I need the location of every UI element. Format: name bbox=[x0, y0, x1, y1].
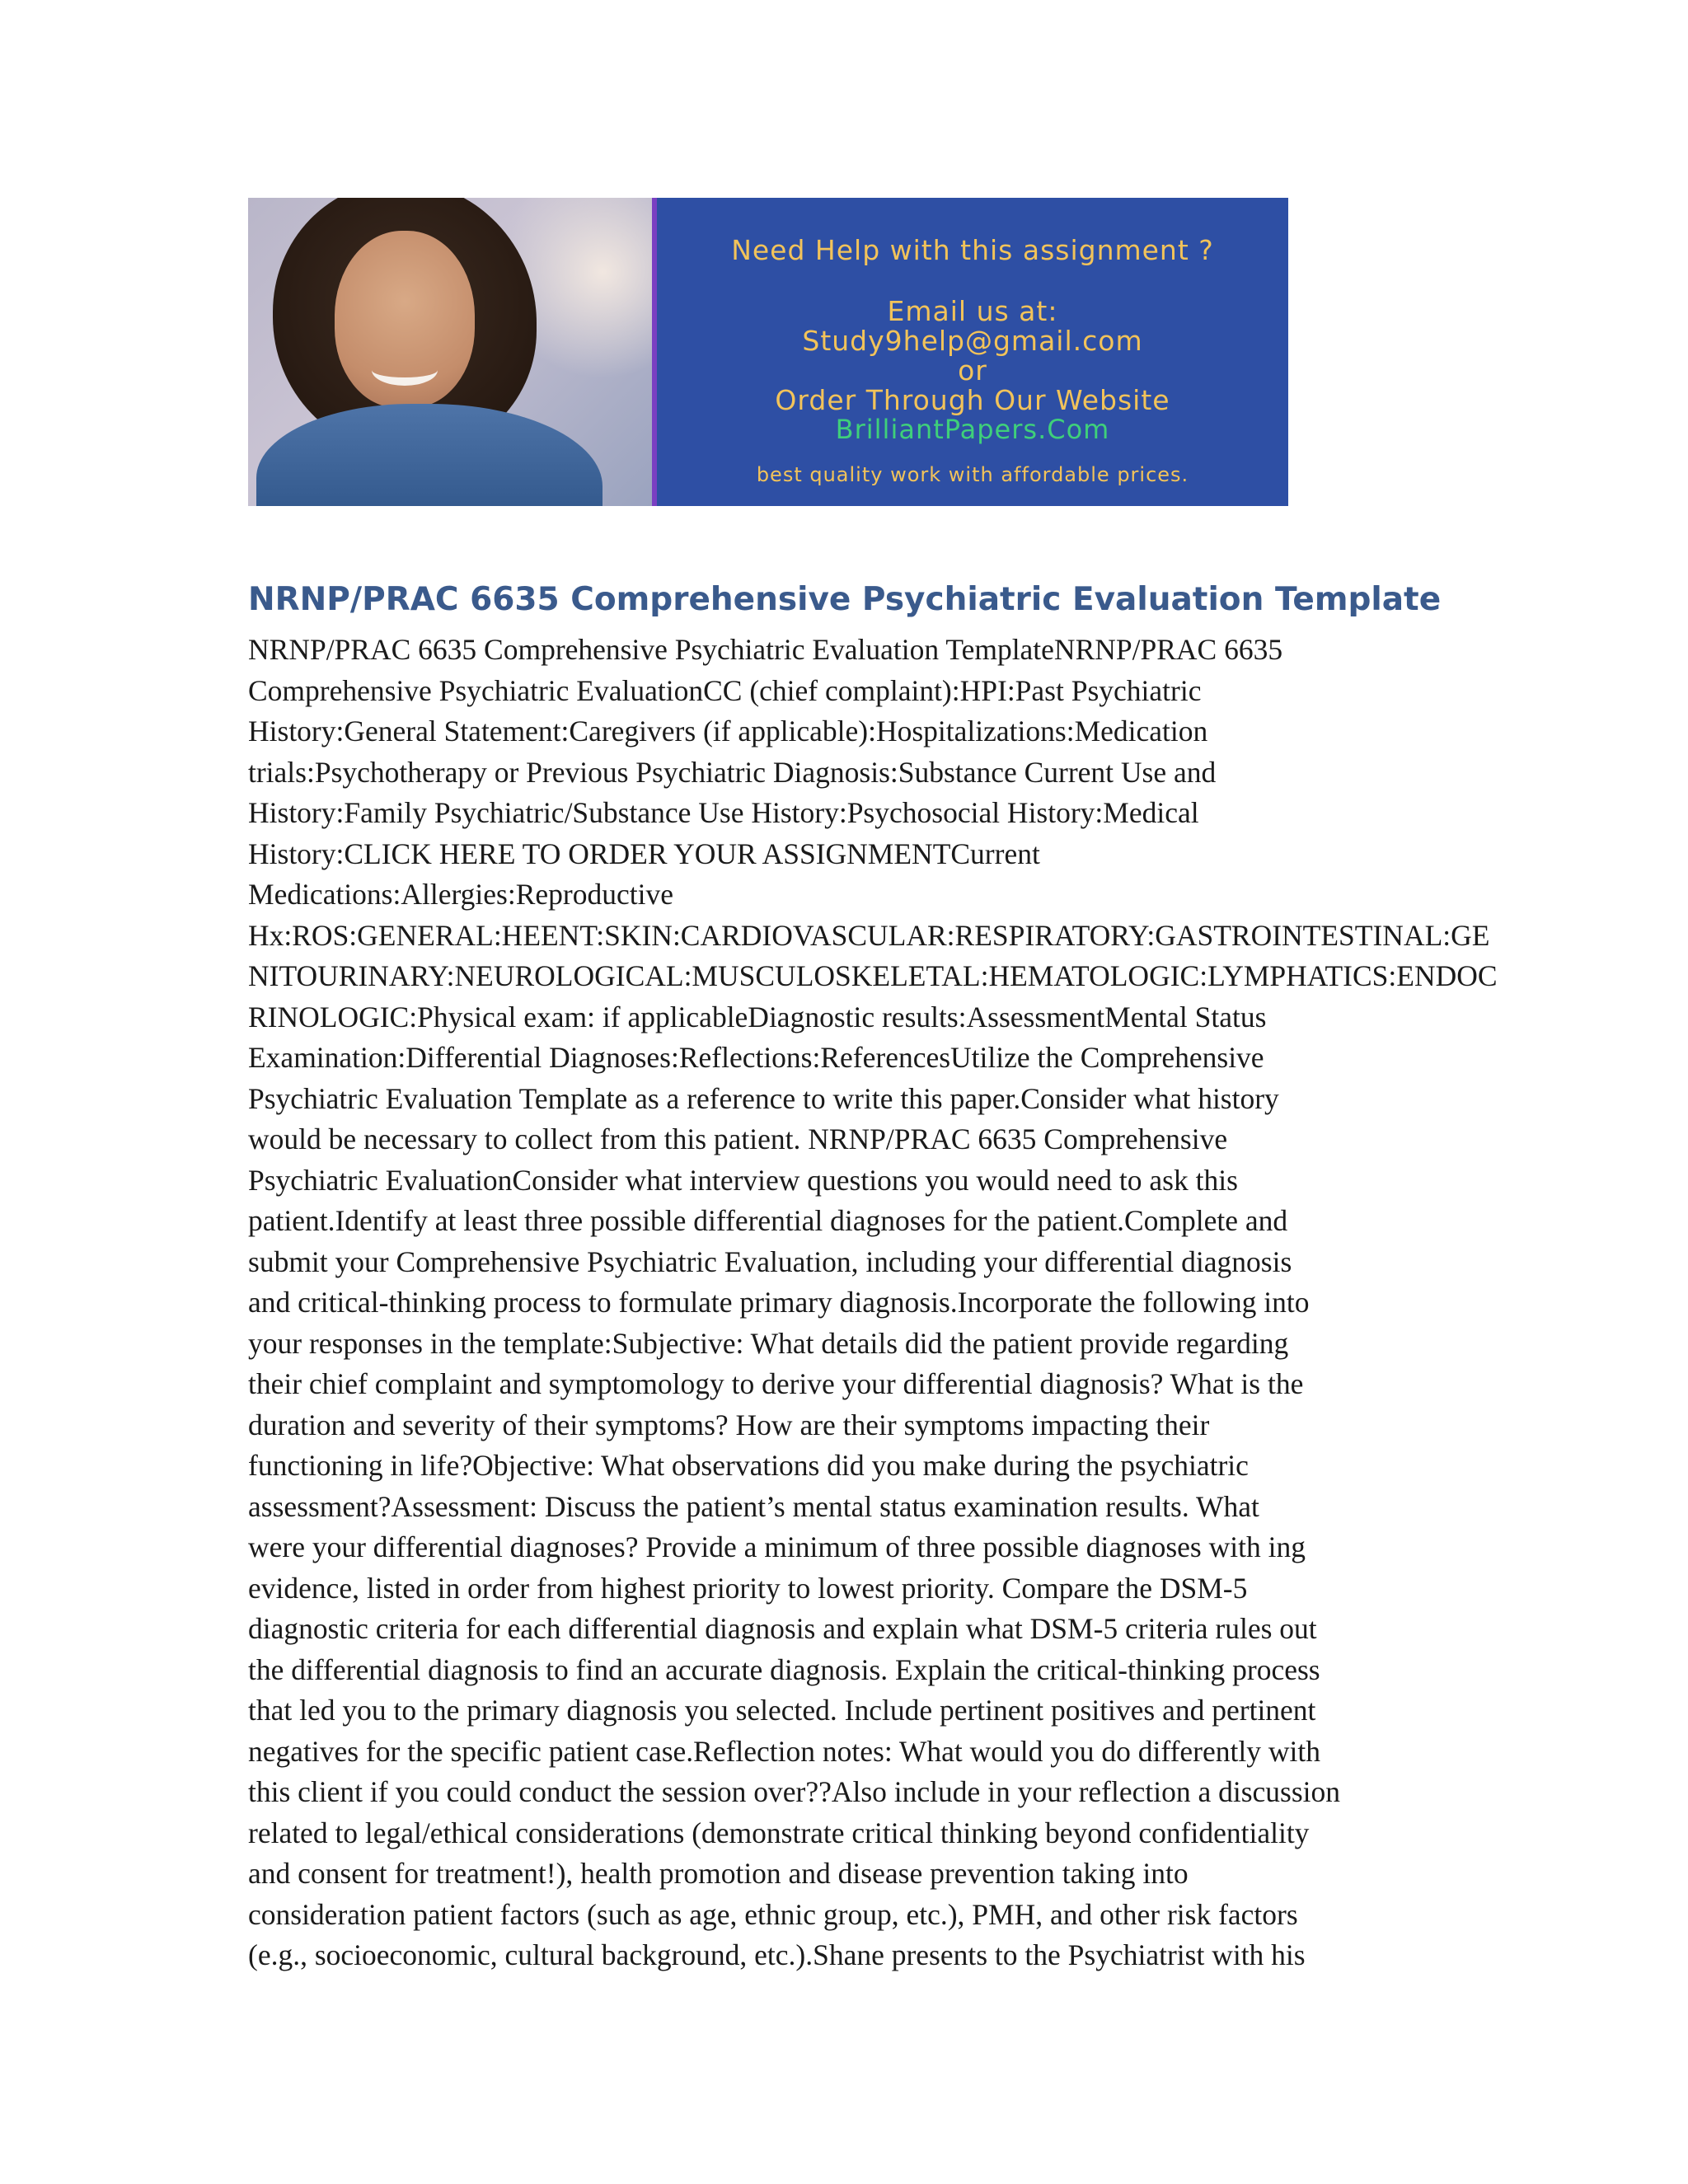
body-text-line: NITOURINARY:NEUROLOGICAL:MUSCULOSKELETAL:HEMATOLOGIC:LYMPHATICS:ENDOC bbox=[248, 959, 1498, 992]
banner-tagline: best quality work with affordable prices. bbox=[756, 463, 1189, 486]
body-text-line: related to legal/ethical considerations (demonstrate critical thinking beyond confidentiality bbox=[248, 1816, 1310, 1849]
page-title: NRNP/PRAC 6635 Comprehensive Psychiatric Evaluation Template bbox=[248, 581, 1442, 618]
body-text-line: RINOLOGIC:Physical exam: if applicableDiagnostic results:AssessmentMental Status bbox=[248, 1000, 1267, 1033]
banner-headline: Need Help with this assignment ? bbox=[731, 234, 1214, 266]
body-text-line: Psychiatric Evaluation Template as a reference to write this paper.Consider what history bbox=[248, 1081, 1279, 1115]
body-text-line: functioning in life?Objective: What observations did you make during the psychiatric bbox=[248, 1449, 1249, 1482]
body-text-line: your responses in the template:Subjective: What details did the patient provide regarding bbox=[248, 1326, 1289, 1360]
body-text-line: (e.g., socioeconomic, cultural background, etc.).Shane presents to the Psychiatrist with his bbox=[248, 1938, 1306, 1971]
body-text-line: their chief complaint and symptomology to derive your differential diagnosis? What is the bbox=[248, 1367, 1304, 1400]
body-text-line: History:General Statement:Caregivers (if applicable):Hospitalizations:Medication bbox=[248, 715, 1208, 748]
banner-email-address[interactable]: Study9help@gmail.com bbox=[802, 325, 1143, 357]
photo-denim-jacket bbox=[256, 404, 603, 506]
body-text-line: History:CLICK HERE TO ORDER YOUR ASSIGNMENTCurrent bbox=[248, 837, 1040, 870]
banner-website-link[interactable]: BrilliantPapers.Com bbox=[835, 414, 1110, 445]
body-text-line: were your differential diagnoses? Provide a minimum of three possible diagnoses with ing bbox=[248, 1530, 1306, 1563]
body-text-line: diagnostic criteria for each differential diagnosis and explain what DSM-5 criteria rules out bbox=[248, 1612, 1317, 1645]
banner-email-label: Email us at: bbox=[887, 295, 1058, 327]
body-text-line: Hx:ROS:GENERAL:HEENT:SKIN:CARDIOVASCULAR:RESPIRATORY:GASTROINTESTINAL:GE bbox=[248, 918, 1490, 952]
body-text-line: negatives for the specific patient case.Reflection notes: What would you do differently with bbox=[248, 1734, 1320, 1768]
body-text-line: Comprehensive Psychiatric EvaluationCC (chief complaint):HPI:Past Psychiatric bbox=[248, 673, 1202, 707]
body-text-line: NRNP/PRAC 6635 Comprehensive Psychiatric Evaluation TemplateNRNP/PRAC 6635 bbox=[248, 633, 1283, 666]
body-text-line: duration and severity of their symptoms? How are their symptoms impacting their bbox=[248, 1408, 1210, 1441]
body-text-line: this client if you could conduct the session over??Also include in your reflection a discussion bbox=[248, 1775, 1341, 1808]
body-text-line: and critical-thinking process to formulate primary diagnosis.Incorporate the following into bbox=[248, 1286, 1310, 1319]
promo-banner[interactable] bbox=[248, 198, 1288, 506]
body-text-line: evidence, listed in order from highest priority to lowest priority. Compare the DSM-5 bbox=[248, 1571, 1248, 1605]
banner-or: or bbox=[958, 354, 987, 387]
body-text-line: Examination:Differential Diagnoses:Reflections:ReferencesUtilize the Comprehensive bbox=[248, 1041, 1264, 1074]
body-text-line: trials:Psychotherapy or Previous Psychiatric Diagnosis:Substance Current Use and bbox=[248, 755, 1217, 789]
body-text-line: the differential diagnosis to find an accurate diagnosis. Explain the critical-thinking process bbox=[248, 1652, 1320, 1686]
banner-order-text: Order Through Our Website bbox=[775, 384, 1170, 416]
body-paragraph bbox=[248, 630, 1498, 1976]
body-text-line: Psychiatric EvaluationConsider what interview questions you would need to ask this bbox=[248, 1163, 1238, 1197]
body-text-line: and consent for treatment!), health promotion and disease prevention taking into bbox=[248, 1857, 1189, 1890]
body-text-line: patient.Identify at least three possible differential diagnoses for the patient.Complete and bbox=[248, 1204, 1288, 1237]
body-text-line: consideration patient factors (such as age, ethnic group, etc.), PMH, and other risk factors bbox=[248, 1897, 1298, 1931]
photo-smile bbox=[372, 354, 438, 386]
body-text-line: History:Family Psychiatric/Substance Use History:Psychosocial History:Medical bbox=[248, 796, 1199, 829]
body-text-line: that led you to the primary diagnosis you selected. Include pertinent positives and pertinent bbox=[248, 1694, 1316, 1727]
body-text-line: Medications:Allergies:Reproductive bbox=[248, 878, 673, 911]
banner-text-panel bbox=[657, 198, 1288, 506]
body-text-line: assessment?Assessment: Discuss the patient’s mental status examination results. What bbox=[248, 1489, 1259, 1523]
body-text-line: would be necessary to collect from this patient. NRNP/PRAC 6635 Comprehensive bbox=[248, 1122, 1228, 1155]
banner-photo bbox=[248, 198, 652, 506]
body-text-line: submit your Comprehensive Psychiatric Evaluation, including your differential diagnosis bbox=[248, 1244, 1292, 1278]
